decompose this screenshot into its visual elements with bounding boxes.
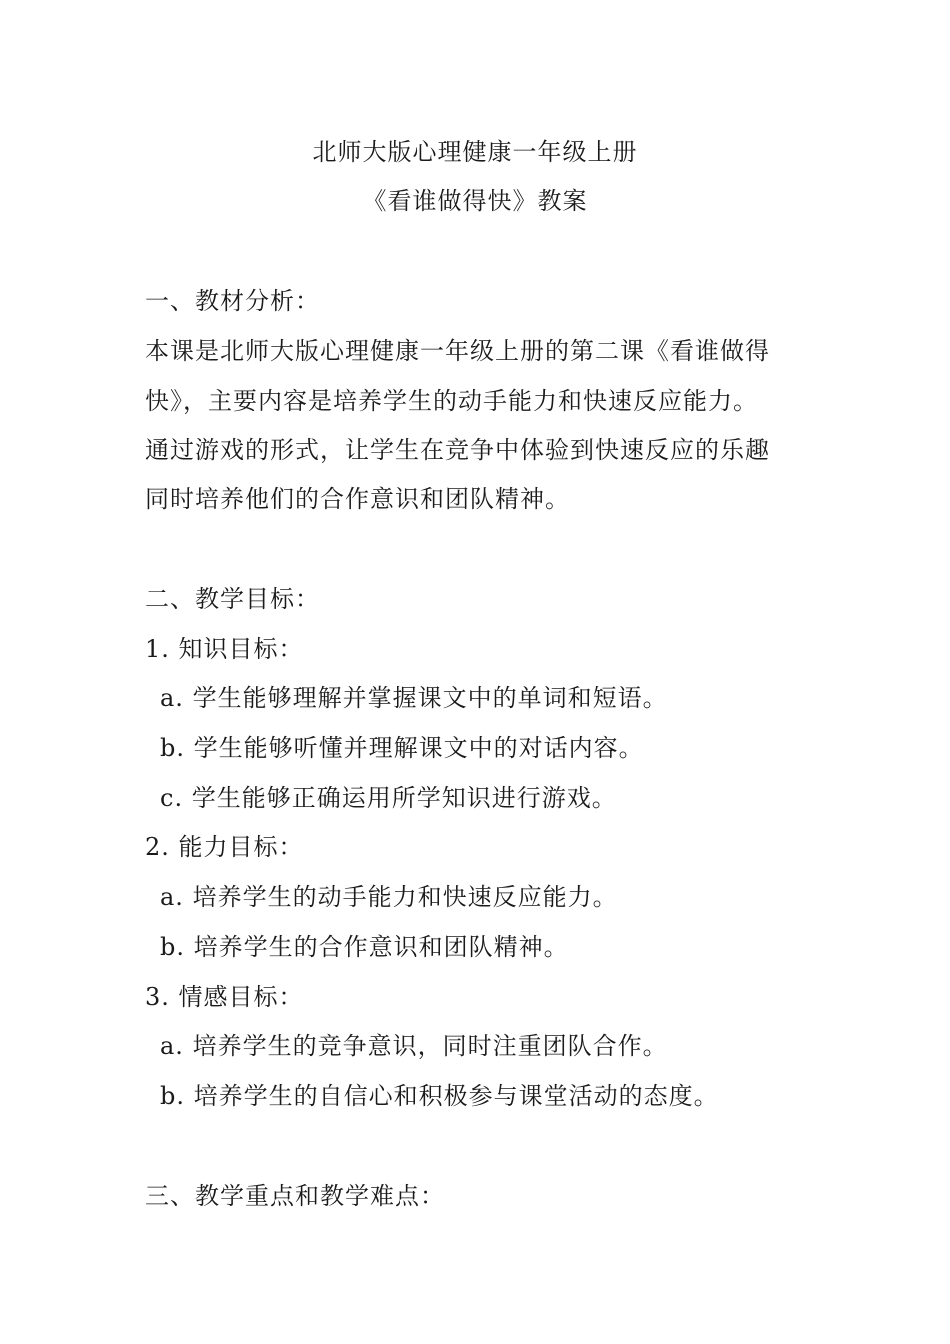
paragraph-line: 通过游戏的形式，让学生在竞争中体验到快速反应的乐趣 — [145, 436, 770, 464]
goal-item: a. 培养学生的竞争意识，同时注重团队合作。 — [160, 1032, 668, 1060]
paragraph-line: 快》，主要内容是培养学生的动手能力和快速反应能力。 — [145, 387, 758, 415]
goal-item: b. 学生能够听懂并理解课文中的对话内容。 — [160, 734, 644, 762]
goal-title-ability: 2. 能力目标： — [145, 833, 304, 861]
section-heading-teaching-goals: 二、教学目标： — [145, 585, 320, 613]
paragraph-line: 本课是北师大版心理健康一年级上册的第二课《看谁做得 — [145, 337, 770, 365]
goal-item: a. 培养学生的动手能力和快速反应能力。 — [160, 883, 618, 911]
paragraph-line: 同时培养他们的合作意识和团队精神。 — [145, 485, 570, 513]
goal-item: a. 学生能够理解并掌握课文中的单词和短语。 — [160, 684, 668, 712]
document-subtitle: 《看谁做得快》教案 — [362, 187, 588, 215]
goal-title-emotion: 3. 情感目标： — [145, 983, 304, 1011]
goal-item: b. 培养学生的自信心和积极参与课堂活动的态度。 — [160, 1082, 719, 1110]
goal-item: c. 学生能够正确运用所学知识进行游戏。 — [160, 784, 617, 812]
goal-title-knowledge: 1. 知识目标： — [145, 635, 304, 663]
section-heading-key-points: 三、教学重点和教学难点： — [145, 1182, 445, 1210]
goal-item: b. 培养学生的合作意识和团队精神。 — [160, 933, 569, 961]
document-title: 北师大版心理健康一年级上册 — [312, 138, 638, 166]
section-heading-material-analysis: 一、教材分析： — [145, 287, 320, 315]
